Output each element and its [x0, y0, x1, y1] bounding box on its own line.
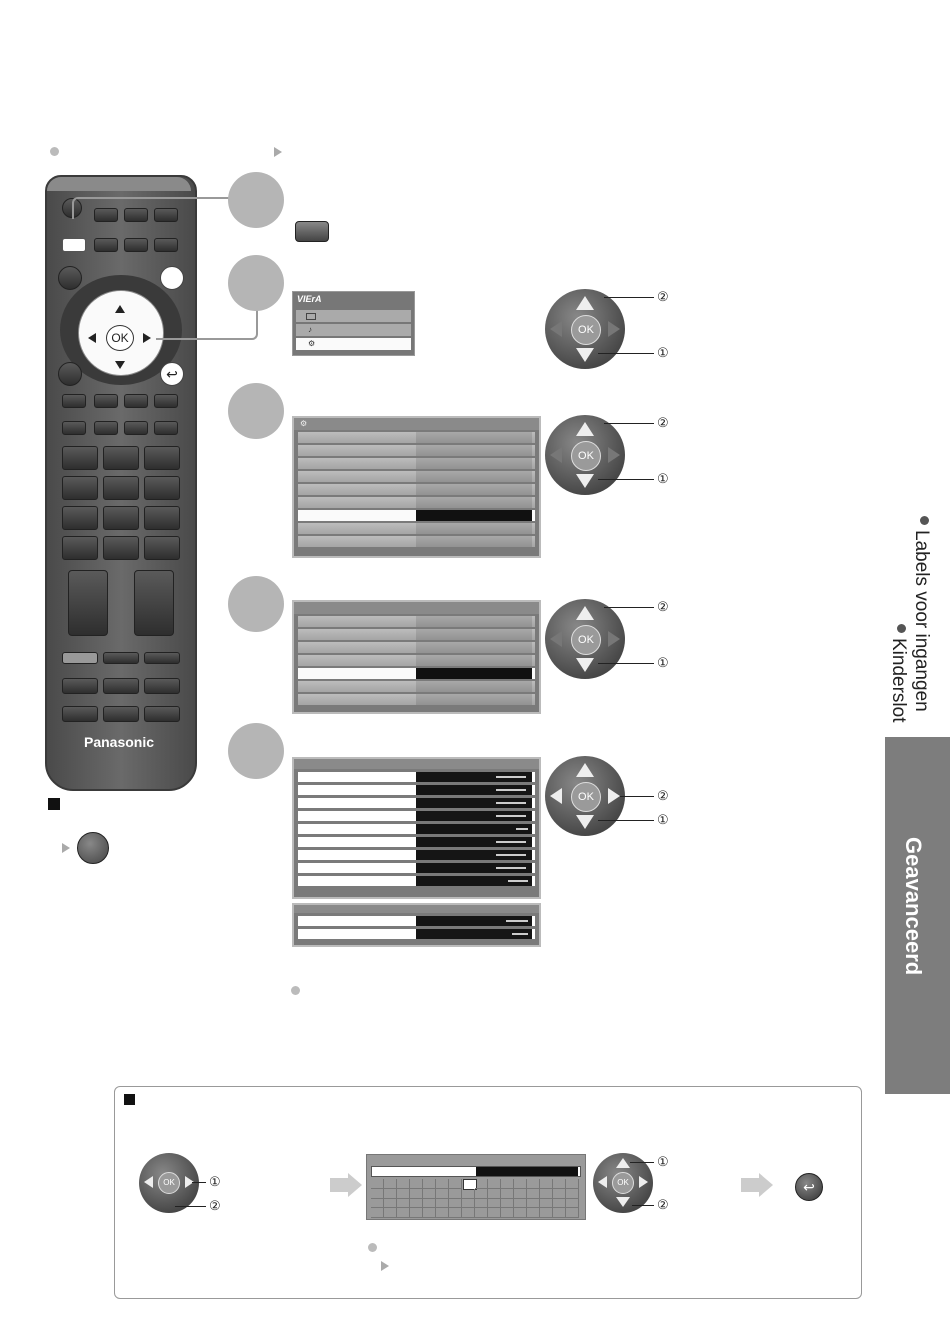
grid-cell[interactable]	[462, 1189, 475, 1199]
callout-2: ②	[657, 415, 669, 430]
grid-cell[interactable]	[410, 1208, 423, 1218]
submenu-row[interactable]	[298, 642, 535, 653]
number-key[interactable]	[144, 446, 180, 470]
remote-button[interactable]	[144, 652, 180, 664]
number-key[interactable]	[144, 536, 180, 560]
sound-icon: ♪	[308, 325, 312, 334]
arrow-right-icon	[381, 1261, 389, 1271]
remote-round-button[interactable]	[58, 266, 82, 290]
return-button[interactable]: ↩	[160, 362, 184, 386]
grid-cell[interactable]	[436, 1189, 449, 1199]
grid-cell[interactable]	[501, 1208, 514, 1218]
submenu-row[interactable]	[298, 616, 535, 627]
right-arrow-icon	[608, 447, 620, 463]
remote-button[interactable]	[124, 394, 148, 408]
setup-menu-row[interactable]	[298, 432, 535, 443]
submenu-row[interactable]	[298, 629, 535, 640]
arrow-right-icon	[62, 843, 70, 853]
callout-line	[598, 479, 654, 480]
left-arrow-icon	[550, 788, 562, 804]
connector-line	[72, 197, 232, 219]
ok-button[interactable]: OK	[612, 1172, 634, 1194]
left-arrow-icon	[144, 1176, 153, 1188]
submenu-row[interactable]	[298, 681, 535, 692]
left-arrow-icon	[598, 1176, 607, 1188]
return-icon[interactable]: ↩	[795, 1173, 823, 1201]
remote-top-rim	[47, 177, 191, 191]
grid-cell[interactable]	[397, 1189, 410, 1199]
grid-cell[interactable]	[501, 1179, 514, 1189]
submenu-row-selected[interactable]	[298, 668, 535, 679]
grid-cell[interactable]	[501, 1189, 514, 1199]
submenu-row[interactable]	[298, 694, 535, 705]
left-arrow-icon	[550, 447, 562, 463]
grid-cell[interactable]	[475, 1208, 488, 1218]
callout-line	[598, 820, 654, 821]
bullet-dot	[50, 147, 59, 156]
grid-cell[interactable]	[501, 1198, 514, 1208]
number-key[interactable]	[144, 476, 180, 500]
remote-round-button[interactable]	[160, 266, 184, 290]
remote-button[interactable]	[144, 678, 180, 694]
remote-button[interactable]	[62, 706, 98, 722]
right-arrow-icon	[608, 631, 620, 647]
section-tab	[885, 737, 950, 1094]
grid-cell[interactable]	[566, 1179, 579, 1189]
main-menu-screen	[292, 291, 415, 356]
volume-rocker[interactable]	[68, 570, 108, 636]
up-arrow-icon	[576, 296, 594, 310]
section-tab-title: Geavanceerd	[901, 837, 926, 976]
remote-button[interactable]	[94, 421, 118, 435]
remote-button[interactable]	[124, 421, 148, 435]
grid-cell[interactable]	[540, 1208, 553, 1218]
grid-cell[interactable]	[449, 1179, 462, 1189]
input-label-row[interactable]	[298, 798, 535, 808]
number-key[interactable]	[103, 506, 139, 530]
callout-1: ①	[657, 655, 669, 670]
callout-line	[620, 796, 654, 797]
character-entry-screen	[366, 1154, 586, 1220]
remote-button[interactable]	[144, 706, 180, 722]
remote-round-button[interactable]	[58, 362, 82, 386]
remote-brand-logo: Panasonic	[83, 734, 155, 750]
grid-cell[interactable]	[410, 1198, 423, 1208]
flow-arrow-icon	[741, 1178, 759, 1192]
input-label-row[interactable]	[298, 824, 535, 834]
number-key[interactable]	[62, 506, 98, 530]
setup-menu-screen	[292, 416, 541, 558]
up-arrow-icon	[576, 763, 594, 777]
callout-line	[598, 353, 654, 354]
grid-cell[interactable]	[436, 1198, 449, 1208]
grid-cell[interactable]	[566, 1189, 579, 1199]
grid-cell[interactable]	[410, 1189, 423, 1199]
ok-button[interactable]: OK	[571, 315, 601, 345]
setup-menu-row[interactable]	[298, 484, 535, 495]
menu-item-setup[interactable]	[296, 338, 411, 350]
character-grid[interactable]	[371, 1179, 579, 1217]
remote-button[interactable]	[62, 394, 86, 408]
callout-line	[604, 423, 654, 424]
grid-cell[interactable]	[384, 1198, 397, 1208]
square-bullet	[124, 1094, 135, 1105]
number-key[interactable]	[144, 506, 180, 530]
grid-cell[interactable]	[514, 1208, 527, 1218]
submenu-row[interactable]	[298, 655, 535, 666]
grid-cell[interactable]	[397, 1179, 410, 1189]
up-arrow-icon	[576, 422, 594, 436]
menu-button[interactable]	[62, 238, 86, 252]
nav-pad-up-down[interactable]	[545, 415, 625, 495]
input-label-screen	[292, 757, 541, 899]
input-label-row[interactable]	[298, 916, 535, 926]
menu-item-sound[interactable]	[296, 324, 411, 336]
callout-line	[598, 663, 654, 664]
callout-line	[632, 1205, 654, 1206]
grid-cell[interactable]	[384, 1208, 397, 1218]
remote-button[interactable]	[124, 238, 148, 252]
grid-cell[interactable]	[527, 1179, 540, 1189]
callout-line	[604, 607, 654, 608]
right-arrow-icon	[608, 788, 620, 804]
input-label-row[interactable]	[298, 929, 535, 939]
number-key[interactable]	[103, 536, 139, 560]
grid-cell[interactable]	[423, 1189, 436, 1199]
grid-cell[interactable]	[371, 1198, 384, 1208]
remote-button[interactable]	[94, 394, 118, 408]
remote-button[interactable]	[103, 652, 139, 664]
right-arrow-icon	[608, 321, 620, 337]
input-label-row[interactable]	[298, 863, 535, 873]
grid-cell[interactable]	[384, 1189, 397, 1199]
remote-down-arrow-icon	[115, 361, 125, 369]
grid-cell[interactable]	[449, 1208, 462, 1218]
side-label-input-labels: Labels voor ingangen	[911, 530, 932, 712]
menu-item-picture[interactable]	[296, 310, 411, 322]
arrow-right-icon	[274, 147, 282, 157]
grid-cell[interactable]	[475, 1179, 488, 1189]
grid-cell[interactable]	[397, 1198, 410, 1208]
callout-line	[192, 1182, 206, 1183]
grid-cell[interactable]	[527, 1198, 540, 1208]
remote-button[interactable]	[62, 421, 86, 435]
setup-menu-row[interactable]	[298, 536, 535, 547]
number-key[interactable]	[62, 536, 98, 560]
grid-cell[interactable]	[514, 1198, 527, 1208]
remote-up-arrow-icon	[115, 305, 125, 313]
grid-cell[interactable]	[553, 1198, 566, 1208]
grid-cell[interactable]	[553, 1179, 566, 1189]
remote-button[interactable]	[62, 652, 98, 664]
input-label-header	[294, 759, 539, 769]
callout-2: ②	[657, 788, 669, 803]
step-3-circle	[228, 383, 284, 439]
grid-cell[interactable]	[423, 1198, 436, 1208]
ok-button[interactable]: OK	[158, 1172, 180, 1194]
bullet-dot	[920, 516, 929, 525]
remote-button[interactable]	[103, 678, 139, 694]
grid-cell[interactable]	[566, 1198, 579, 1208]
input-label-row[interactable]	[298, 850, 535, 860]
nav-pad-up-down[interactable]	[545, 289, 625, 369]
picture-icon	[306, 313, 316, 320]
setup-menu-row[interactable]	[298, 471, 535, 482]
grid-cell[interactable]	[553, 1189, 566, 1199]
setup-menu-header	[294, 418, 539, 430]
grid-cell[interactable]	[488, 1208, 501, 1218]
number-key[interactable]	[103, 446, 139, 470]
callout-line	[630, 1162, 654, 1163]
remote-button[interactable]	[154, 421, 178, 435]
grid-cell[interactable]	[488, 1179, 501, 1189]
grid-cell[interactable]	[384, 1179, 397, 1189]
grid-cell[interactable]	[527, 1208, 540, 1218]
grid-cell[interactable]	[436, 1179, 449, 1189]
flow-arrow-icon-head	[348, 1173, 362, 1197]
setup-menu-row[interactable]	[298, 497, 535, 508]
submenu-header	[294, 602, 539, 614]
callout-1: ①	[657, 345, 669, 360]
grid-cell[interactable]	[475, 1198, 488, 1208]
grid-cell[interactable]	[397, 1208, 410, 1218]
number-key[interactable]	[103, 476, 139, 500]
remote-button[interactable]	[103, 706, 139, 722]
grid-cell[interactable]	[423, 1179, 436, 1189]
remote-button[interactable]	[94, 238, 118, 252]
grid-cell[interactable]	[514, 1189, 527, 1199]
grid-cell[interactable]	[436, 1208, 449, 1218]
step-4-circle	[228, 576, 284, 632]
flow-arrow-icon-head	[759, 1173, 773, 1197]
step-1-circle	[228, 172, 284, 228]
flow-arrow-icon	[330, 1178, 348, 1192]
grid-cell[interactable]	[449, 1198, 462, 1208]
grid-cell[interactable]	[410, 1179, 423, 1189]
number-key[interactable]	[62, 476, 98, 500]
setup-icon: ⚙	[300, 419, 308, 428]
callout-2: ②	[209, 1198, 221, 1213]
input-label-row[interactable]	[298, 811, 535, 821]
name-field[interactable]	[371, 1166, 581, 1177]
grid-cell[interactable]	[371, 1208, 384, 1218]
grid-cell[interactable]	[488, 1189, 501, 1199]
grid-cell[interactable]	[527, 1189, 540, 1199]
nav-pad-small[interactable]	[139, 1153, 199, 1213]
step-2-circle	[228, 255, 284, 311]
grid-cell[interactable]	[423, 1208, 436, 1218]
bullet-dot	[291, 986, 300, 995]
square-bullet	[48, 798, 60, 810]
grid-cell[interactable]	[540, 1198, 553, 1208]
down-arrow-icon	[576, 658, 594, 672]
down-arrow-icon	[576, 815, 594, 829]
grid-cell[interactable]	[449, 1189, 462, 1199]
callout-2: ②	[657, 1197, 669, 1212]
left-arrow-icon	[550, 631, 562, 647]
remote-right-arrow-icon	[143, 333, 151, 343]
callout-line	[604, 297, 654, 298]
ok-button[interactable]: OK	[571, 782, 601, 812]
setup-menu-row[interactable]	[298, 523, 535, 534]
ok-button[interactable]: OK	[571, 441, 601, 471]
nav-pad-all-directions[interactable]	[545, 756, 625, 836]
nav-pad-up-down[interactable]	[545, 599, 625, 679]
input-label-header	[294, 905, 539, 913]
down-arrow-icon	[576, 348, 594, 362]
down-arrow-icon	[616, 1197, 630, 1207]
callout-1: ①	[657, 812, 669, 827]
left-arrow-icon	[550, 321, 562, 337]
menu-key-button[interactable]	[295, 221, 329, 242]
up-arrow-icon	[576, 606, 594, 620]
callout-2: ②	[657, 599, 669, 614]
grid-cell[interactable]	[540, 1179, 553, 1189]
callout-1: ①	[657, 1154, 669, 1169]
remote-button[interactable]	[154, 394, 178, 408]
connector-line	[156, 306, 258, 340]
name-field-value	[476, 1167, 578, 1176]
callout-1: ①	[209, 1174, 221, 1189]
remote-button[interactable]	[154, 238, 178, 252]
grid-cell[interactable]	[553, 1208, 566, 1218]
round-exit-button[interactable]	[77, 832, 109, 864]
setup-menu-row[interactable]	[298, 445, 535, 456]
callout-1: ①	[657, 471, 669, 486]
input-label-row[interactable]	[298, 772, 535, 782]
grid-cell[interactable]	[462, 1198, 475, 1208]
input-label-screen-2	[292, 903, 541, 947]
input-label-row[interactable]	[298, 876, 535, 886]
callout-line	[175, 1206, 206, 1207]
grid-cell[interactable]	[514, 1179, 527, 1189]
channel-rocker[interactable]	[134, 570, 174, 636]
submenu-screen	[292, 600, 541, 714]
grid-cell[interactable]	[566, 1208, 579, 1218]
input-label-row[interactable]	[298, 785, 535, 795]
grid-cell[interactable]	[488, 1198, 501, 1208]
bullet-dot	[368, 1243, 377, 1252]
remote-left-arrow-icon	[88, 333, 96, 343]
number-key[interactable]	[62, 446, 98, 470]
ok-button[interactable]: OK	[571, 625, 601, 655]
remote-button[interactable]	[62, 678, 98, 694]
down-arrow-icon	[576, 474, 594, 488]
grid-cell[interactable]	[371, 1189, 384, 1199]
grid-cell[interactable]	[540, 1189, 553, 1199]
side-label-child-lock: Kinderslot	[888, 638, 909, 723]
step-5-circle	[228, 723, 284, 779]
grid-cell[interactable]	[475, 1189, 488, 1199]
callout-2: ②	[657, 289, 669, 304]
viera-logo: VIErA	[297, 294, 322, 304]
grid-cell[interactable]	[462, 1208, 475, 1218]
input-label-row[interactable]	[298, 837, 535, 847]
grid-cell[interactable]	[371, 1179, 384, 1189]
setup-menu-row[interactable]	[298, 458, 535, 469]
setup-menu-row-selected[interactable]	[298, 510, 535, 521]
right-arrow-icon	[639, 1176, 648, 1188]
bullet-dot	[897, 624, 906, 633]
setup-icon: ⚙	[308, 339, 316, 348]
remote-ok-button[interactable]: OK	[106, 325, 134, 351]
up-arrow-icon	[616, 1158, 630, 1168]
